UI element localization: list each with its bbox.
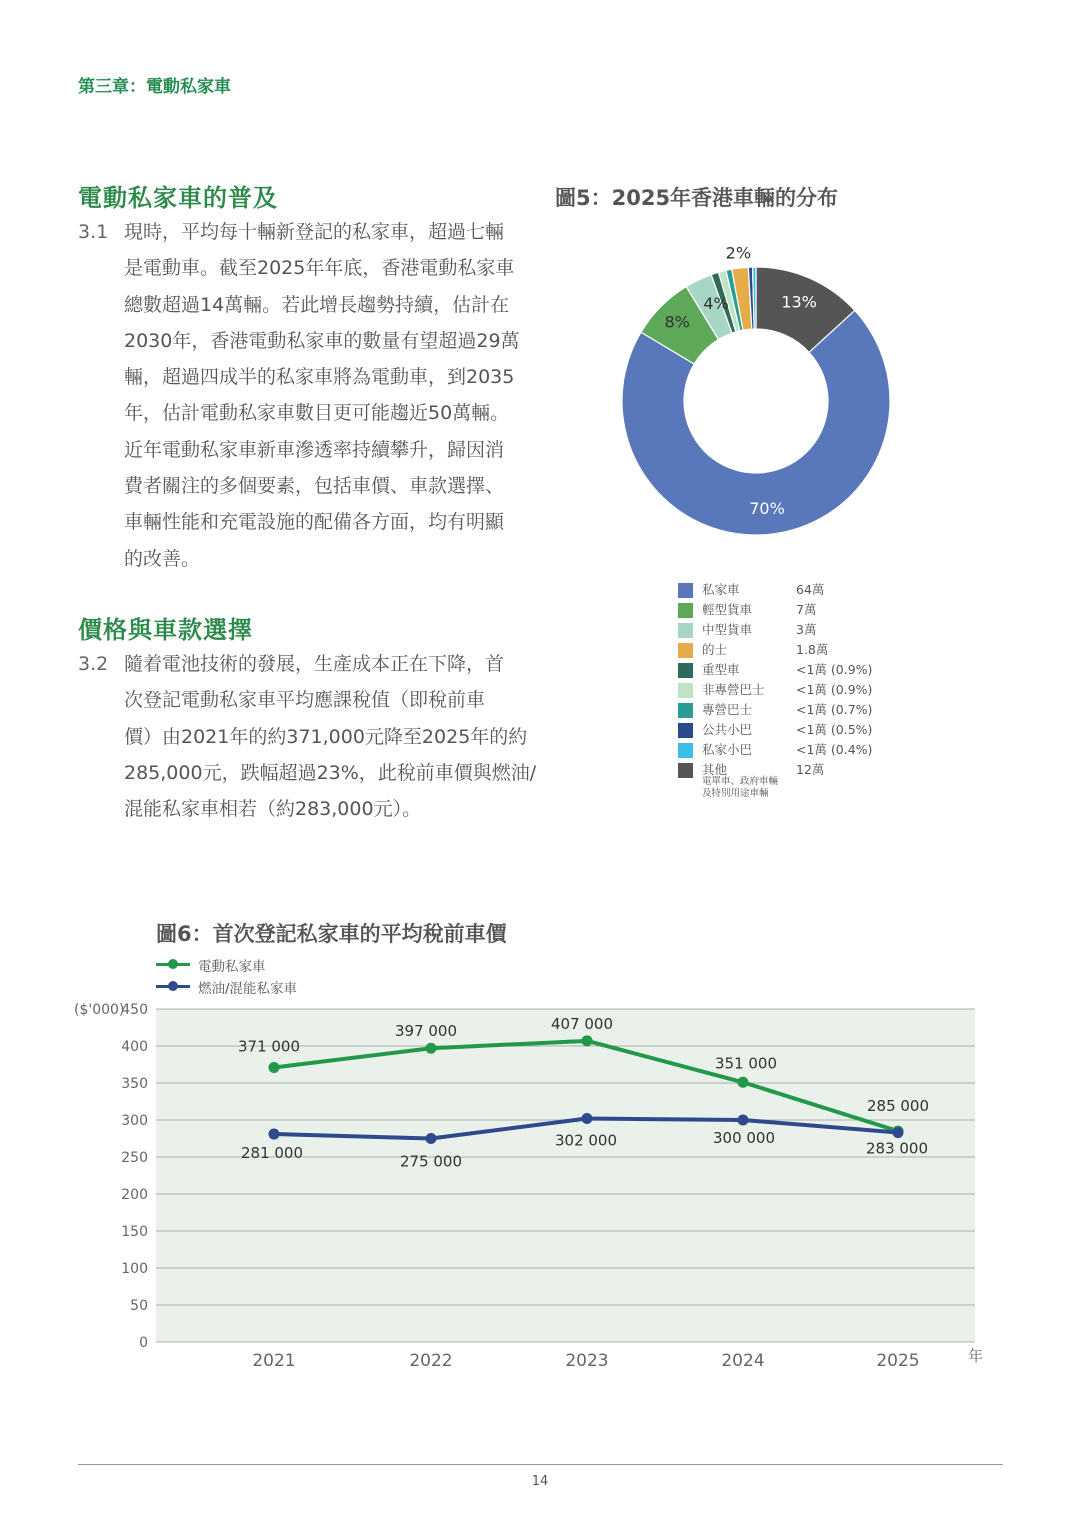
figure6-title: 圖6：首次登記私家車的平均稅前車價 (156, 922, 507, 946)
paragraph-number: 3.1 (78, 221, 109, 243)
legend-item (678, 742, 908, 762)
avg-price-line-chart (60, 995, 990, 1380)
fuel-series-point (738, 1115, 749, 1126)
paragraph-line: 現時，平均每十輛新登記的私家車，超過七輛 (124, 221, 505, 243)
legend-value: <1萬 (0.9%) (796, 682, 873, 697)
paragraph-line: 混能私家車相若（約283,000元）。 (124, 798, 422, 821)
y-tick-label: 50 (130, 1298, 148, 1314)
y-tick-label: 100 (121, 1261, 148, 1277)
legend-item (678, 662, 908, 682)
legend-item (678, 682, 908, 702)
legend-value: 64萬 (796, 582, 825, 597)
legend-item (678, 722, 908, 742)
donut-slice-label: 4% (703, 293, 729, 313)
x-tick-label: 2025 (876, 1351, 920, 1371)
fuel-series-data-label: 300 000 (712, 1129, 776, 1147)
legend-item (678, 582, 908, 602)
x-tick-label: 2024 (721, 1351, 765, 1371)
y-tick-label: 450 (121, 1002, 148, 1018)
y-tick-label: 400 (121, 1039, 148, 1055)
paragraph-line: 285,000元，跌幅超過23%，此稅前車價與燃油/ (124, 761, 537, 784)
x-tick-label: 2023 (565, 1351, 609, 1371)
ev-series-data-label: 351 000 (714, 1054, 778, 1073)
y-tick-label: 150 (121, 1224, 148, 1240)
legend-swatch (678, 723, 693, 738)
footer-divider (78, 1464, 1003, 1465)
legend-item (678, 642, 908, 662)
paragraph-line: 近年電動私家車新車滲透率持續攀升，歸因消 (124, 438, 505, 461)
x-tick-label: 2021 (252, 1351, 296, 1371)
y-tick-label: 350 (121, 1076, 148, 1092)
y-tick-label: 200 (121, 1187, 148, 1203)
y-tick-label: 250 (121, 1150, 148, 1166)
paragraph-3-1 (78, 214, 538, 577)
paragraph-line: 總數超過14萬輛。若此增長趨勢持續，估計在 (124, 293, 510, 316)
legend-swatch (678, 643, 693, 658)
legend-label: 的士 (702, 642, 728, 657)
legend-label: 其他 (702, 762, 728, 777)
legend-value: <1萬 (0.5%) (796, 722, 873, 737)
ev-series-point (738, 1077, 749, 1088)
ev-series-point (426, 1043, 437, 1054)
legend-swatch (678, 663, 693, 678)
legend-dot (168, 981, 178, 991)
legend-dot (168, 959, 178, 969)
paragraph-line: 車輛性能和充電設施的配備各方面，均有明顯 (124, 511, 505, 534)
legend-label: 中型貨車 (702, 622, 753, 637)
legend-value: 12萬 (796, 762, 825, 777)
ev-series-data-label: 285 000 (866, 1097, 930, 1116)
legend-swatch (678, 763, 693, 778)
fuel-series-data-label: 283 000 (865, 1139, 929, 1158)
donut-slice-label: 70% (749, 498, 785, 518)
paragraph-line: 費者關注的多個要素，包括車價、車款選擇、 (124, 475, 505, 498)
legend-value: 3萬 (796, 622, 817, 637)
legend-swatch (678, 743, 693, 758)
paragraph-line: 2030年，香港電動私家車的數量有望超過29萬 (124, 329, 520, 352)
legend-value: <1萬 (0.9%) (796, 662, 873, 677)
paragraph-line: 年，估計電動私家車數目更可能趨近50萬輛。 (124, 402, 510, 425)
ev-series-data-label: 397 000 (394, 1022, 458, 1041)
fuel-series-data-label: 275 000 (399, 1152, 463, 1171)
page-number: 14 (531, 1474, 549, 1489)
fuel-series-point (269, 1129, 280, 1140)
fuel-series-point (426, 1133, 437, 1144)
paragraph-line: 隨着電池技術的發展，生產成本正在下降，首 (124, 653, 505, 675)
legend-label: 電動私家車 (198, 959, 266, 975)
fuel-series-data-label: 302 000 (554, 1131, 618, 1150)
section-heading-adoption: 電動私家車的普及 (78, 184, 278, 212)
paragraph-line: 輛，超過四成半的私家車將為電動車，到2035 (124, 366, 515, 389)
y-tick-label: 300 (121, 1113, 148, 1129)
figure5-legend (678, 582, 908, 806)
legend-item (678, 602, 908, 622)
donut-slice-label: 2% (725, 243, 752, 263)
ev-series-data-label: 371 000 (237, 1037, 301, 1056)
legend-swatch (678, 703, 693, 718)
legend-label: 非專營巴士 (702, 682, 765, 697)
section-heading-price: 價格與車款選擇 (78, 616, 253, 644)
ev-series-point (582, 1035, 593, 1046)
legend-label: 公共小巴 (702, 722, 753, 737)
legend-value: <1萬 (0.7%) (796, 702, 873, 717)
legend-value: <1萬 (0.4%) (796, 742, 873, 757)
ev-series-data-label: 407 000 (550, 1014, 614, 1033)
donut-slice-label: 8% (664, 312, 690, 332)
legend-value: 1.8萬 (796, 642, 829, 657)
legend-label: 輕型貨車 (702, 602, 753, 617)
legend-swatch (678, 623, 693, 638)
legend-value: 7萬 (796, 602, 817, 617)
legend-note-line: 及特別用途車輛 (702, 788, 769, 799)
legend-label: 重型車 (702, 662, 740, 677)
paragraph-line: 是電動車。截至2025年年底，香港電動私家車 (124, 257, 515, 280)
legend-swatch (678, 683, 693, 698)
fuel-series-data-label: 281 000 (240, 1144, 304, 1163)
legend-note-line: 電單車、政府車輛 (702, 776, 779, 787)
legend-swatch (678, 583, 693, 598)
x-tick-label: 2022 (409, 1351, 453, 1371)
paragraph-number: 3.2 (78, 653, 109, 675)
paragraph-line: 價）由2021年的約371,000元降至2025年的約 (124, 725, 528, 748)
y-axis-label: ($'000) (74, 1002, 125, 1018)
vehicle-distribution-donut (610, 215, 910, 555)
legend-note (702, 776, 822, 800)
plot-area (156, 1009, 975, 1342)
ev-series-point (269, 1062, 280, 1073)
x-axis-label: 年 (968, 1347, 984, 1365)
legend-item (678, 622, 908, 642)
y-tick-label: 0 (139, 1335, 148, 1351)
legend-label: 私家車 (702, 582, 740, 597)
fuel-series-point (582, 1113, 593, 1124)
fuel-series-point (893, 1127, 904, 1138)
chapter-header: 第三章：電動私家車 (78, 77, 231, 97)
figure5-title: 圖5：2025年香港車輛的分布 (555, 186, 839, 210)
legend-item (678, 702, 908, 722)
paragraph-line: 的改善。 (124, 547, 201, 570)
legend-label: 燃油/混能私家車 (198, 981, 298, 997)
donut-slice-label: 13% (781, 292, 817, 312)
legend-label: 專營巴士 (702, 702, 753, 717)
legend-item (678, 762, 908, 806)
legend-label: 私家小巴 (702, 742, 753, 757)
paragraph-3-2 (78, 646, 538, 827)
paragraph-line: 次登記電動私家車平均應課稅值（即稅前車 (124, 689, 486, 712)
legend-swatch (678, 603, 693, 618)
